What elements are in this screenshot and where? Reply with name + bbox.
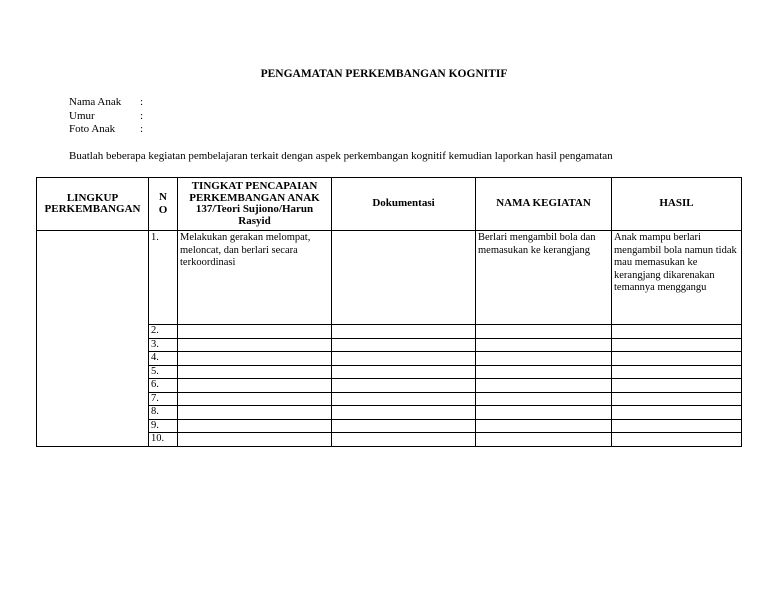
observation-table bbox=[36, 177, 742, 447]
header-lingkup-line2: PERKEMBANGAN bbox=[44, 203, 141, 215]
info-label: Nama Anak bbox=[69, 96, 122, 108]
info-label: Foto Anak bbox=[69, 123, 116, 135]
table-row bbox=[37, 231, 742, 325]
dokumentasi-cell[interactable] bbox=[332, 392, 476, 406]
info-row-umur bbox=[69, 110, 143, 124]
header-lingkup-perkembangan bbox=[37, 178, 149, 231]
kegiatan-cell[interactable] bbox=[476, 365, 612, 379]
tingkat-cell[interactable] bbox=[178, 338, 332, 352]
kegiatan-cell[interactable] bbox=[476, 338, 612, 352]
tingkat-cell[interactable]: Melakukan gerakan melompat, meloncat, dan berlari secara terkoordinasi bbox=[178, 231, 332, 325]
header-tingkat-pencapaian: TINGKAT PENCAPAIAN PERKEMBANGAN ANAK 137/Teori Sujiono/Harun Rasyid bbox=[178, 178, 332, 231]
instruction-text: Buatlah beberapa kegiatan pembelajaran terkait dengan aspek perkembangan kognitif kemudian laporkan hasil pengamatan bbox=[69, 150, 613, 162]
info-separator: : bbox=[140, 123, 144, 135]
hasil-cell[interactable] bbox=[612, 325, 742, 339]
tingkat-cell[interactable] bbox=[178, 365, 332, 379]
kegiatan-cell[interactable] bbox=[476, 419, 612, 433]
header-lingkup-line1: LINGKUP bbox=[66, 191, 119, 204]
dokumentasi-cell[interactable] bbox=[332, 365, 476, 379]
row-number: 2. bbox=[149, 325, 178, 339]
tingkat-cell[interactable] bbox=[178, 406, 332, 420]
tingkat-cell[interactable] bbox=[178, 352, 332, 366]
row-number: 5. bbox=[149, 365, 178, 379]
hasil-cell[interactable] bbox=[612, 338, 742, 352]
dokumentasi-cell[interactable] bbox=[332, 419, 476, 433]
header-nama-kegiatan: NAMA KEGIATAN bbox=[476, 178, 612, 231]
dokumentasi-cell[interactable] bbox=[332, 338, 476, 352]
info-row-foto-anak bbox=[69, 123, 143, 137]
header-no bbox=[149, 178, 178, 231]
dokumentasi-cell[interactable] bbox=[332, 433, 476, 447]
hasil-cell[interactable] bbox=[612, 419, 742, 433]
row-number: 6. bbox=[149, 379, 178, 393]
tingkat-cell[interactable] bbox=[178, 433, 332, 447]
row-number: 8. bbox=[149, 406, 178, 420]
hasil-cell[interactable] bbox=[612, 365, 742, 379]
kegiatan-cell[interactable] bbox=[476, 379, 612, 393]
info-label: Umur bbox=[69, 109, 95, 122]
student-info bbox=[69, 96, 143, 137]
dokumentasi-cell[interactable] bbox=[332, 352, 476, 366]
table-header-row bbox=[37, 178, 742, 231]
header-no-line1: N bbox=[159, 191, 167, 203]
dokumentasi-cell[interactable] bbox=[332, 325, 476, 339]
dokumentasi-cell[interactable] bbox=[332, 406, 476, 420]
kegiatan-cell[interactable] bbox=[476, 433, 612, 447]
info-separator: : bbox=[140, 109, 144, 122]
hasil-cell[interactable] bbox=[612, 392, 742, 406]
tingkat-cell[interactable] bbox=[178, 379, 332, 393]
row-number: 10. bbox=[149, 433, 178, 447]
row-number: 1. bbox=[149, 231, 178, 325]
info-row-nama-anak bbox=[69, 96, 143, 110]
info-separator: : bbox=[140, 96, 144, 108]
kegiatan-cell[interactable] bbox=[476, 406, 612, 420]
row-number: 7. bbox=[149, 392, 178, 406]
page-title: PENGAMATAN PERKEMBANGAN KOGNITIF bbox=[260, 68, 508, 80]
kegiatan-cell[interactable] bbox=[476, 325, 612, 339]
hasil-cell[interactable] bbox=[612, 406, 742, 420]
hasil-cell[interactable] bbox=[612, 433, 742, 447]
hasil-cell[interactable] bbox=[612, 379, 742, 393]
lingkup-cell[interactable] bbox=[37, 231, 149, 447]
header-hasil: HASIL bbox=[612, 178, 742, 231]
hasil-cell[interactable]: Anak mampu berlari mengambil bola namun tidak mau memasukan ke kerangjang dikarenakan temannya menggangu bbox=[612, 231, 742, 325]
row-number: 4. bbox=[149, 352, 178, 366]
kegiatan-cell[interactable]: Berlari mengambil bola dan memasukan ke kerangjang bbox=[476, 231, 612, 325]
row-number: 9. bbox=[149, 419, 178, 433]
row-number: 3. bbox=[149, 338, 178, 352]
dokumentasi-cell[interactable] bbox=[332, 231, 476, 325]
header-dokumentasi: Dokumentasi bbox=[332, 178, 476, 231]
kegiatan-cell[interactable] bbox=[476, 352, 612, 366]
tingkat-cell[interactable] bbox=[178, 419, 332, 433]
header-no-line2: O bbox=[158, 204, 168, 216]
dokumentasi-cell[interactable] bbox=[332, 379, 476, 393]
hasil-cell[interactable] bbox=[612, 352, 742, 366]
tingkat-cell[interactable] bbox=[178, 392, 332, 406]
tingkat-cell[interactable] bbox=[178, 325, 332, 339]
kegiatan-cell[interactable] bbox=[476, 392, 612, 406]
